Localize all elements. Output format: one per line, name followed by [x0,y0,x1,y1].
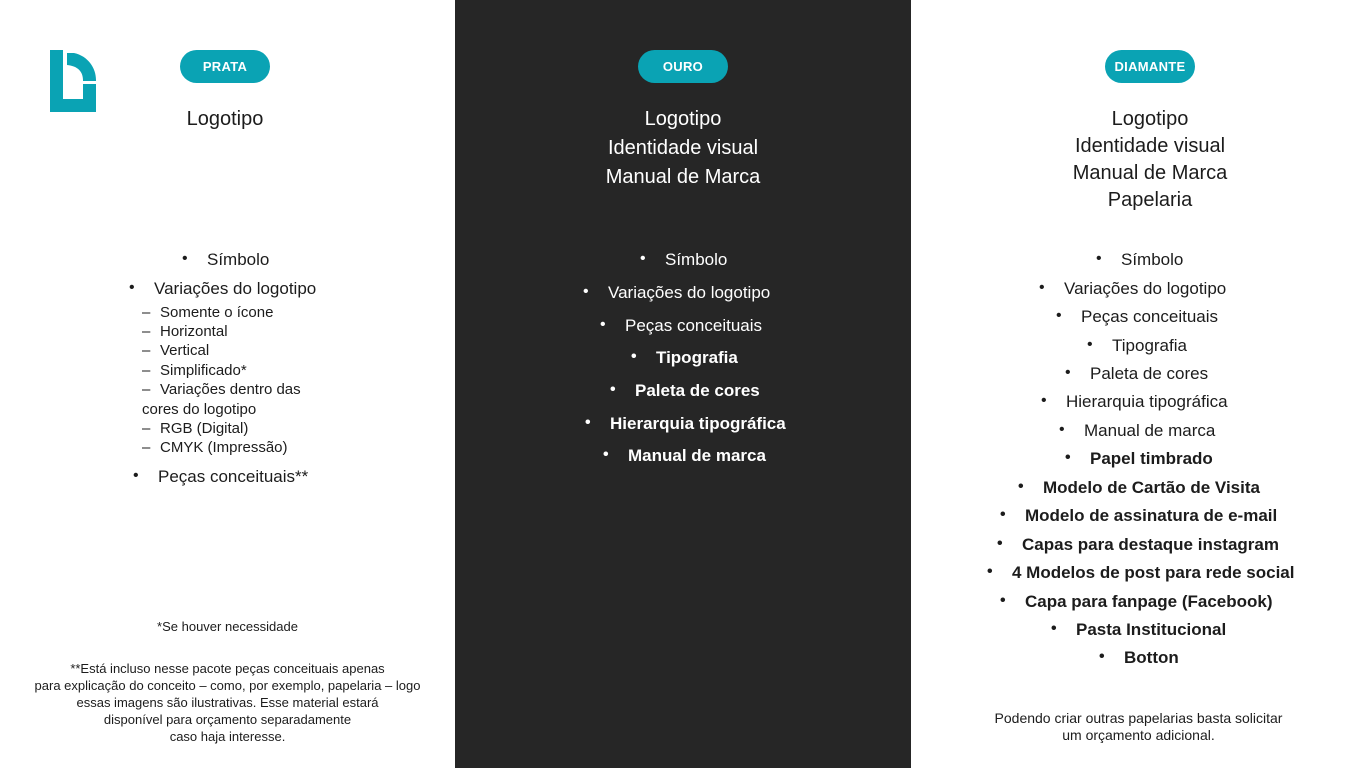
diamante-item: • Papel timbrado [1090,449,1213,469]
diamante-item: • Modelo de assinatura de e-mail [1025,506,1277,526]
prata-sub-item: – Variações dentro das [142,381,301,398]
prata-sub-item: – Somente o ícone [142,304,274,321]
title-papelaria: Papelaria [1107,189,1193,211]
prata-sub-item: – RGB (Digital) [142,420,249,437]
prata-item-variacoes: • Variações do logotipo [154,279,316,299]
prata-item-pecas: • Peças conceituais** [158,467,308,487]
diamante-titles [1001,106,1299,214]
plan-ouro [455,0,911,768]
prata-sub-item: – Vertical [142,342,210,359]
ouro-item: • Peças conceituais [625,316,762,336]
prata-sub-item: – Horizontal [142,323,228,340]
diamante-item: • 4 Modelos de post para rede social [1012,563,1294,583]
diamante-item: • Peças conceituais [1081,307,1218,327]
prata-item-simbolo: • Símbolo [207,250,269,270]
diamante-item: • Capas para destaque instagram [1022,535,1279,555]
diamante-item: • Manual de marca [1084,421,1215,441]
diamante-item: • Tipografia [1112,336,1187,356]
diamante-item: • Variações do logotipo [1064,279,1226,299]
diamante-item: • Modelo de Cartão de Visita [1043,478,1260,498]
ouro-item: • Tipografia [656,348,738,368]
prata-titles [125,105,325,134]
ouro-item: • Símbolo [665,250,727,270]
title-logotipo: Logotipo [186,108,264,130]
ouro-item: • Hierarquia tipográfica [610,414,786,434]
ouro-item: • Variações do logotipo [608,283,770,303]
title-logotipo: Logotipo [644,108,722,130]
ouro-titles [533,105,833,192]
prata-sub-item: cores do logotipo [142,401,257,418]
title-manual: Manual de Marca [605,166,761,188]
diamante-item: • Paleta de cores [1090,364,1208,384]
brand-logo-icon [50,50,96,112]
plan-diamante [911,0,1366,768]
title-logotipo: Logotipo [1111,108,1189,130]
title-manual: Manual de Marca [1072,162,1228,184]
diamante-item: • Pasta Institucional [1076,620,1226,640]
badge-prata: PRATA [180,50,270,83]
prata-footnote-1: *Se houver necessidade [157,619,298,634]
ouro-item: • Manual de marca [628,446,766,466]
prata-footnote-2: **Está incluso nesse pacote peças conceituais apenas para explicação do conceito – como, por exemplo, papelaria – logo essas imagens são ilustrativas. Esse material estará disponível para orçamento separadamente caso haja interesse. [34,661,421,744]
diamante-item: • Hierarquia tipográfica [1066,392,1228,412]
title-identidade: Identidade visual [1074,135,1226,157]
ouro-item: • Paleta de cores [635,381,760,401]
diamante-footnote: Podendo criar outras papelarias basta solicitar um orçamento adicional. [994,710,1283,743]
prata-sub-item: – CMYK (Impressão) [142,439,288,456]
diamante-item: • Botton [1124,648,1179,668]
badge-ouro: OURO [638,50,728,83]
diamante-item: • Capa para fanpage (Facebook) [1025,592,1273,612]
prata-sub-item: – Simplificado* [142,362,247,379]
title-identidade: Identidade visual [607,137,759,159]
diamante-item: • Símbolo [1121,250,1183,270]
badge-diamante: DIAMANTE [1105,50,1195,83]
plan-prata [0,0,455,768]
